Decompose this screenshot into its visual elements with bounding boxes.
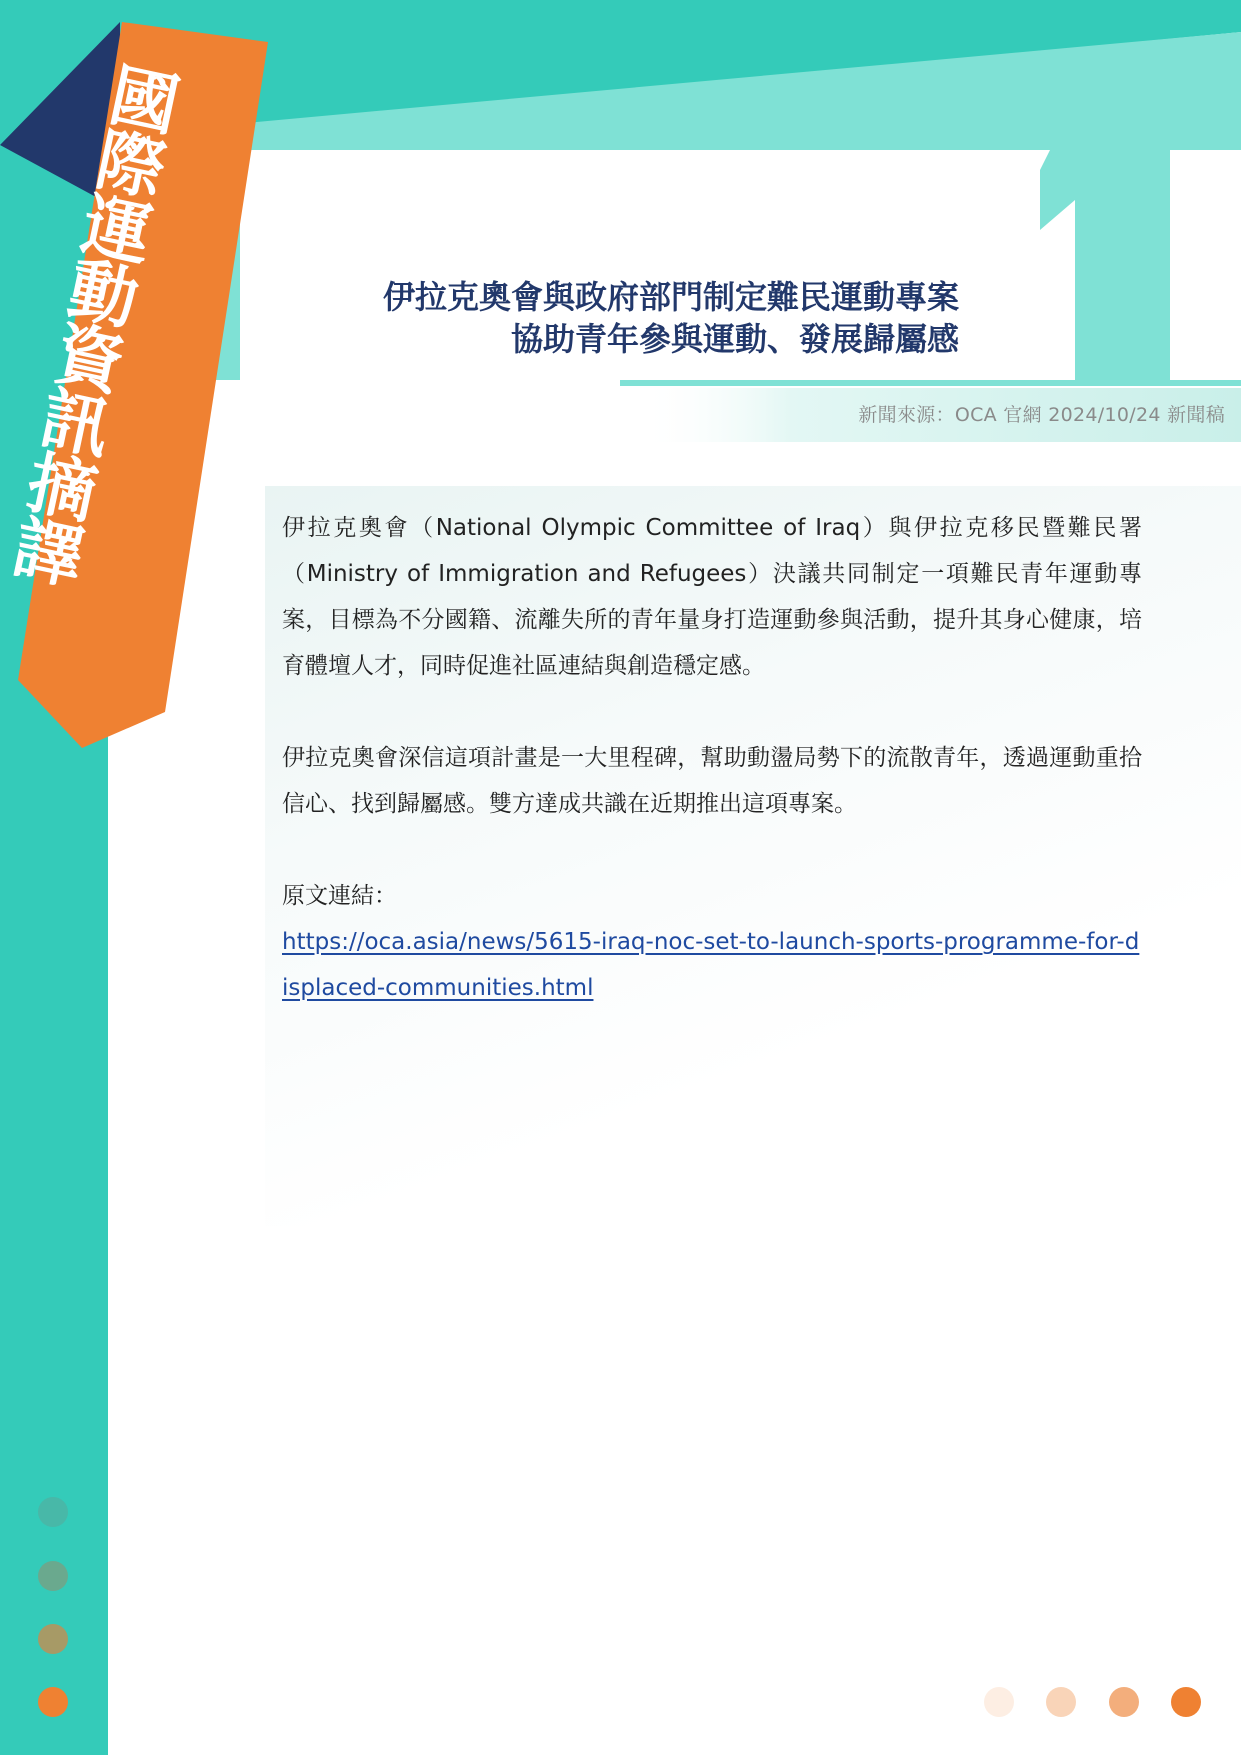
decor-dot: [38, 1561, 68, 1591]
paragraph-2: 伊拉克奧會深信這項計畫是一大里程碑，幫助動盪局勢下的流散青年，透過運動重拾信心、找到歸屬感。雙方達成共識在近期推出這項專案。: [282, 745, 1142, 817]
decor-dot: [1109, 1687, 1139, 1717]
link-label: 原文連結：: [282, 883, 397, 909]
news-source: 新聞來源：OCA 官網 2024/10/24 新聞稿: [858, 404, 1225, 426]
decor-dot: [1171, 1687, 1201, 1717]
original-article-link[interactable]: https://oca.asia/news/5615-iraq-noc-set-to-launch-sports-programme-for-displaced-communities.html: [282, 929, 1140, 1001]
banner-char: 動: [61, 249, 145, 342]
decor-dot: [1046, 1687, 1076, 1717]
banner-char: 訊: [34, 378, 118, 471]
title-underline: [620, 380, 1241, 386]
page-title: [199, 276, 959, 360]
decor-dot: [38, 1687, 68, 1717]
decor-dot: [38, 1497, 68, 1527]
decor-dot: [38, 1624, 68, 1654]
number-one-shape: [1040, 150, 1170, 380]
banner-char: 國: [102, 56, 186, 148]
decor-dot: [984, 1687, 1014, 1717]
banner-char: 譯: [6, 507, 90, 600]
title-line-1: 伊拉克奧會與政府部門制定難民運動專案: [382, 278, 959, 316]
banner-char: 資: [47, 314, 131, 406]
title-line-2: 協助青年參與運動、發展歸屬感: [510, 320, 959, 358]
banner-char: 摘: [20, 443, 104, 535]
paragraph-1: 伊拉克奧會（National Olympic Committee of Iraq）與伊拉克移民暨難民署（Ministry of Immigration and Refugees）決議共同制定一項難民青年運動專案，目標為不分國籍、流離失所的青年量身打造運動參與活動，提升其身心健康，培育體壇人才，同時促進社區連結與創造穩定感。: [282, 515, 1142, 679]
banner-char: 運: [75, 185, 159, 277]
article-body: [282, 505, 1142, 1011]
banner-char: 際: [89, 120, 172, 213]
